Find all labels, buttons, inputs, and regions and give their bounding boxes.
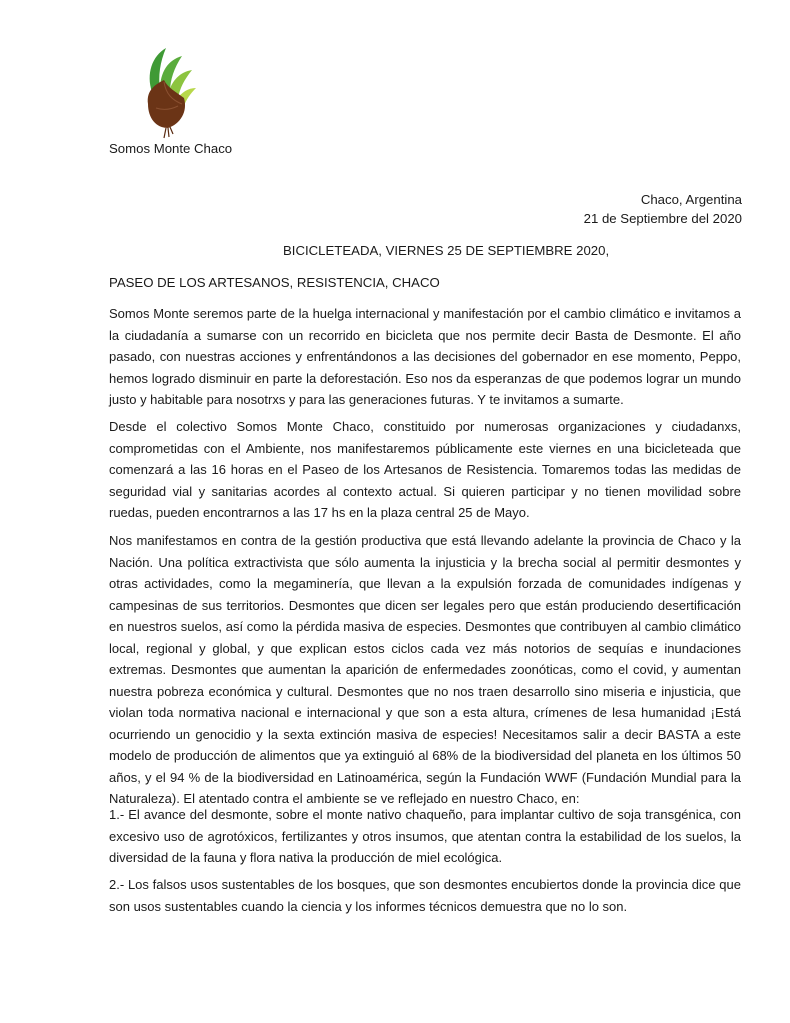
document-title: BICICLETEADA, VIERNES 25 DE SEPTIEMBRE 2020, bbox=[283, 243, 610, 258]
org-name: Somos Monte Chaco bbox=[109, 141, 233, 156]
paragraph: Desde el colectivo Somos Monte Chaco, constituido por numerosas organizaciones y ciudadanxs, comprometidas con el Ambiente, nos manifestaremos públicamente este viernes en una bicicleteada que comenzará a las 16 horas en el Paseo de los Artesanos de Resistencia. Tomaremos todas las medidas de seguridad vial y sanitarias acordes al contexto actual. Si quieren participar y no tienen movilidad sobre ruedas, pueden encontrarnos a las 17 hs en la plaza central 25 de Mayo. bbox=[109, 419, 741, 520]
paragraph: Nos manifestamos en contra de la gestión productiva que está llevando adelante la provincia de Chaco y la Nación. Una política extractivista que sólo aumenta la injusticia y la brecha social al permitir desmontes y otras actividades, como la megaminería, que llevan a la expulsión forzada de comunidades indígenas y campesinas de sus territorios. Desmontes que dicen ser legales pero que están produciendo desertificación en nuestros suelos, así como la pérdida masiva de especies. Desmontes que contribuyen al cambio climático local, regional y global, y que explican estos ciclos cada vez más notorios de sequías e inundaciones extremas. Desmontes que aumentan la aparición de enfermedades zoonóticas, como el covid, y aumentan nuestra pobreza económica y cultural. Desmontes que no nos traen desarrollo sino miseria e injusticia, que violan toda normativa nacional e internacional y que son a esta altura, crímenes de lesa humanidad ¡Está ocurriendo un genocidio y la sexta extinción masiva de especies! Necesitamos salir a decir BASTA a este modelo de producción de alimentos que ya extinguió al 68% de la biodiversidad del planeta en los últimos 50 años, y el 94 % de la biodiversidad en Latinoamérica, según la Fundación WWF (Fundación Mundial para la Naturaleza). El atentado contra el ambiente se ve reflejado en nuestro Chaco, en: bbox=[109, 533, 741, 806]
place-date bbox=[584, 190, 742, 228]
list-item: 1.- El avance del desmonte, sobre el monte nativo chaqueño, para implantar cultivo de soja transgénica, con excesivo uso de agrotóxicos, fertilizantes y otros insumos, que atentan contra la estabilidad de los suelos, la diversidad de la fauna y flora nativa la producción de miel ecológica. bbox=[109, 807, 741, 865]
document-subtitle: PASEO DE LOS ARTESANOS, RESISTENCIA, CHACO bbox=[109, 275, 440, 290]
date: 21 de Septiembre del 2020 bbox=[583, 211, 742, 226]
paragraph: Somos Monte seremos parte de la huelga internacional y manifestación por el cambio climático e invitamos a la ciudadanía a sumarse con un recorrido en bicicleta que nos permite decir Basta de Desmonte. El año pasado, con nuestras acciones y enfrentándonos a las decisiones del gobernador en ese momento, Peppo, hemos logrado disminuir en parte la deforestación. Eso nos da esperanzas de que podemos lograr un mundo justo y habitable para nosotrxs y para las generaciones futuras. Y te invitamos a sumarte. bbox=[109, 306, 741, 407]
leaf-sprout-icon bbox=[138, 44, 198, 139]
place: Chaco, Argentina bbox=[640, 192, 742, 207]
list-item: 2.- Los falsos usos sustentables de los bosques, que son desmontes encubiertos donde la provincia dice que son usos sustentables cuando la ciencia y los informes técnicos demuestra que no lo son. bbox=[109, 877, 741, 914]
